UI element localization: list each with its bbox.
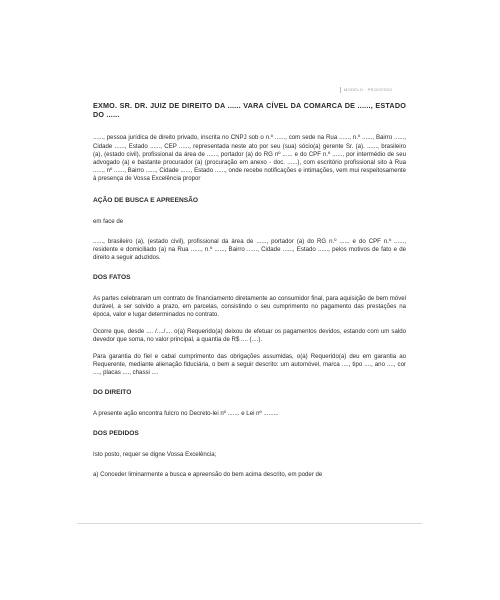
requests-paragraph-1: Isto posto, requer se digne Vossa Excelência; bbox=[93, 450, 217, 458]
document-title: EXMO. SR. DR. JUIZ DE DIREITO DA ...... VARA CÍVEL DA COMARCA DE ......, ESTADO DO ...... bbox=[93, 101, 406, 120]
page-bottom-rule bbox=[77, 523, 422, 524]
facts-paragraph-1: As partes celebraram um contrato de financiamento diretamente ao consumidor final, para aquisição de bem móvel durável, a ser solvido a prazo, em parcelas, consistindo o seu cumprimento no pagamento das prestações na época, valor e lugar determinados no contrato. bbox=[93, 294, 406, 318]
facts-paragraph-2: Ocorre que, desde .... /..../.... o(a) Requerido(a) deixou de efetuar os pagamentos devidos, estando com um saldo devedor que soma, no valor principal, a quantia de R$ .... (....). bbox=[93, 327, 406, 343]
requests-heading: DOS PEDIDOS bbox=[93, 429, 139, 437]
action-heading: AÇÃO DE BUSCA E APREENSÃO bbox=[93, 196, 199, 204]
requests-paragraph-2: a) Conceder liminarmente a busca e apreensão do bem acima descrito, em poder de bbox=[93, 470, 323, 478]
law-heading: DO DIREITO bbox=[93, 389, 132, 397]
defendant-paragraph: ......, brasileiro (a), (estado civil), profissional da área de ......, portador (a) do RG n.º ...... e do CPF n.º ......, residente e domiciliado (a) na Rua ......, n.º ......, Bairro ......, Cidade ......, Estado ......, pelos motivos de fato e de direito a seguir aduzidos. bbox=[93, 237, 406, 261]
header-mark: MODELO · PROCESSO bbox=[340, 87, 393, 93]
law-paragraph: A presente ação encontra fulcro no Decreto-lei nº ....... e Lei nº ......... bbox=[93, 409, 279, 417]
facts-heading: DOS FATOS bbox=[93, 273, 131, 281]
document-body bbox=[93, 101, 406, 479]
intro-paragraph: ......, pessoa jurídica de direito privado, inscrita no CNPJ sob o n.º ......, com sede na Rua ......, n.º ......, Bairro ......, Cidade ......, Estado ......, CEP ......, representada neste ato por seu (sua) sócio(a) gerente Sr. (a). ......, brasileiro (a), (estado civil), profissional da área de ......, portador (a) do RG nº ...... e do CPF n.º ......, por intermédio de seu advogado (a) e bastante procurador (a) (procuração em anexo - doc. ......), com escritório profissional sito à Rua ......, nº ......, Bairro ......, Cidade ......, Estado ......, onde recebe notificações e intimações, vem mui respeitosamente à presença de Vossa Excelência propor bbox=[93, 134, 406, 182]
in-face-of-text: em face de bbox=[93, 217, 124, 225]
facts-paragraph-3: Para garantia do fiel e cabal cumprimento das obrigações assumidas, o(a) Requerido(a) deu em garantia ao Requerente, mediante alienação fiduciária, o bem a seguir descrito: um automóvel, marca ...., tipo ...., ano ...., cor ...., placas ...., chassi .... bbox=[93, 353, 406, 377]
